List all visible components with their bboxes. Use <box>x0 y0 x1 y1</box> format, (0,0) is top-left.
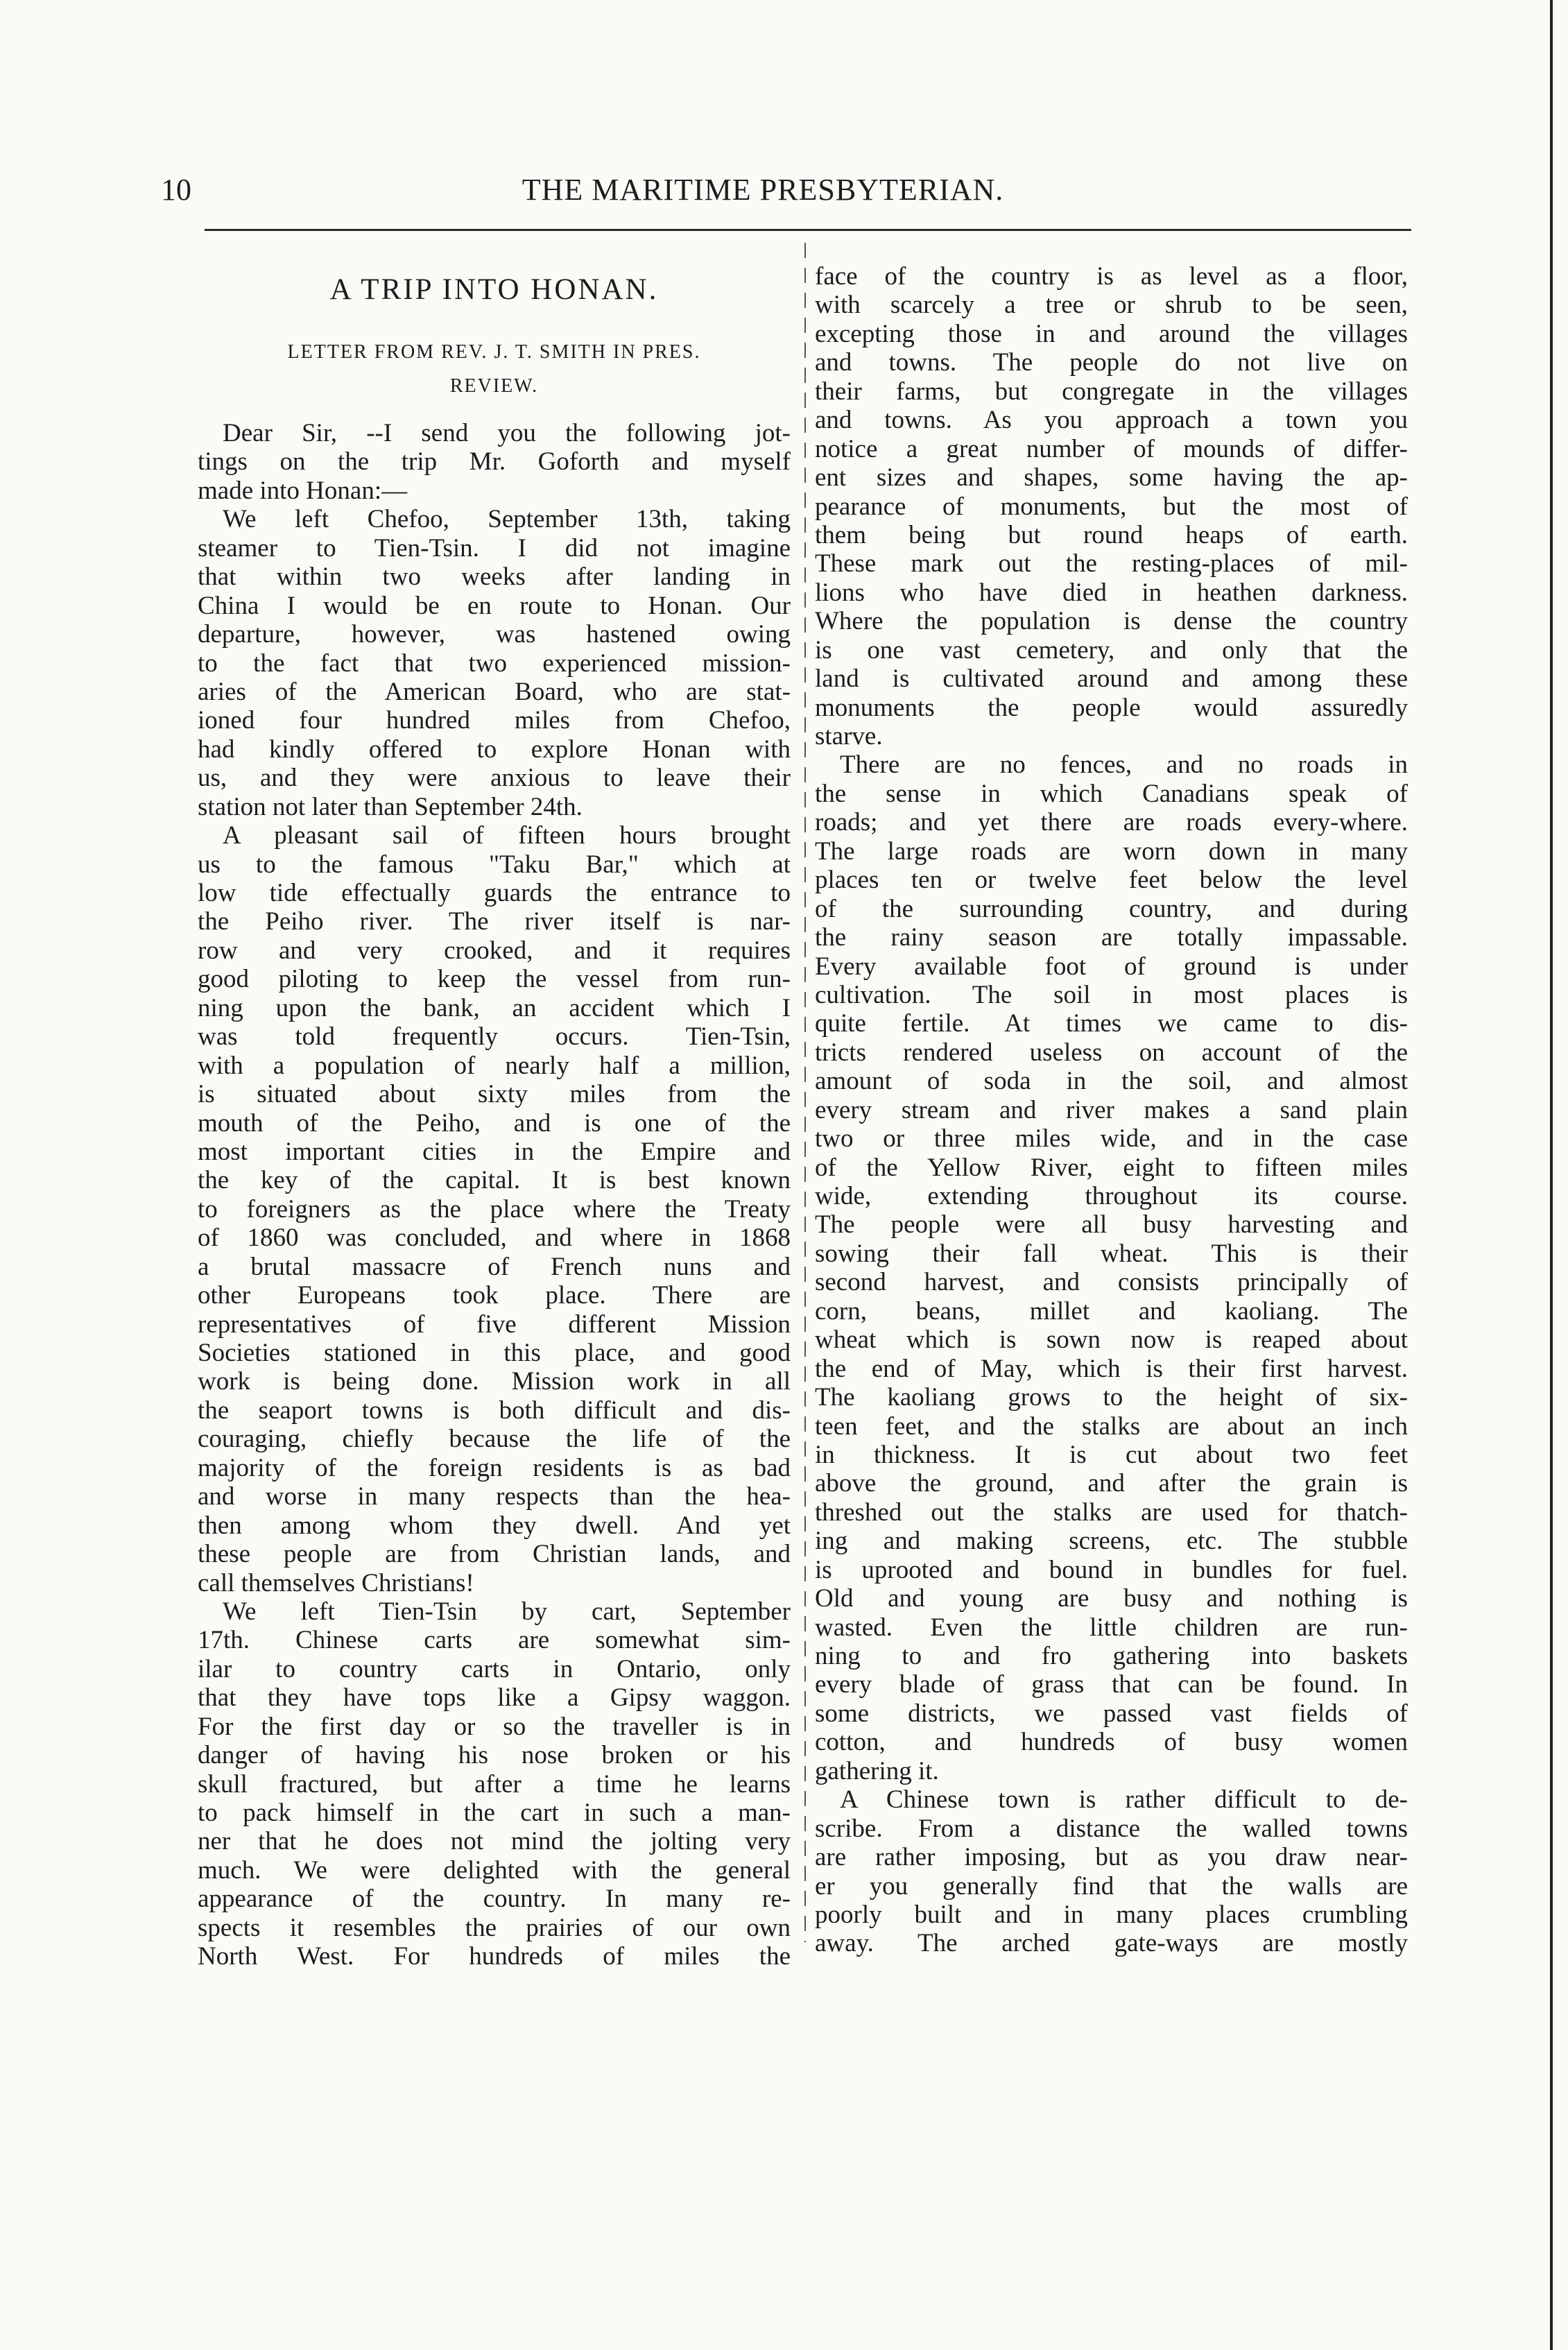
text-line: places ten or twelve feet below the level <box>815 866 1408 895</box>
text-line: These mark out the resting-places of mil- <box>815 549 1408 578</box>
text-line: good piloting to keep the vessel from run- <box>198 965 791 994</box>
text-line: low tide effectually guards the entrance to <box>198 879 791 907</box>
text-line: threshed out the stalks are used for thatch- <box>815 1498 1408 1527</box>
text-line: er you generally find that the walls are <box>815 1871 1408 1901</box>
header-rule <box>205 229 1411 231</box>
text-line: to pack himself in the cart in such a man- <box>198 1799 791 1827</box>
text-line: two or three miles wide, and in the case <box>815 1124 1408 1153</box>
text-line: work is being done. Mission work in all <box>198 1367 791 1396</box>
text-line: are rather imposing, but as you draw near- <box>815 1843 1408 1872</box>
article-title: A TRIP INTO HONAN. <box>329 273 659 306</box>
binding-edge <box>1550 0 1553 2350</box>
text-line: and towns. The people do not live on <box>815 348 1408 377</box>
text-line: gathering it. <box>815 1756 939 1785</box>
text-line: station not later than September 24th. <box>198 792 583 821</box>
text-line: pearance of monuments, but the most of <box>815 492 1408 521</box>
text-line: and worse in many respects than the hea- <box>198 1482 791 1511</box>
text-line: their farms, but congregate in the villages <box>815 377 1408 406</box>
article-subtitle-line: REVIEW. <box>449 375 539 397</box>
text-line: ent sizes and shapes, some having the ap- <box>815 463 1408 492</box>
text-line: cultivation. The soil in most places is <box>815 980 1408 1009</box>
text-line: We left Tien-Tsin by cart, September <box>223 1597 791 1626</box>
text-line: away. The arched gate-ways are mostly <box>815 1929 1408 1958</box>
text-line: then among whom they dwell. And yet <box>198 1511 791 1540</box>
text-line: amount of soda in the soil, and almost <box>815 1067 1408 1096</box>
text-line: these people are from Christian lands, and <box>198 1540 791 1569</box>
text-line: face of the country is as level as a floor, <box>815 262 1408 291</box>
text-line: 17th. Chinese carts are somewhat sim- <box>198 1626 791 1655</box>
text-line: corn, beans, millet and kaoliang. The <box>815 1296 1408 1326</box>
text-line: departure, however, was hastened owing <box>198 620 791 649</box>
text-line: that they have tops like a Gipsy waggon. <box>198 1683 791 1713</box>
text-line: in thickness. It is cut about two feet <box>815 1440 1408 1469</box>
text-line: them being but round heaps of earth. <box>815 520 1408 549</box>
text-line: Where the population is dense the country <box>815 607 1408 636</box>
text-line: second harvest, and consists principally of <box>815 1268 1408 1297</box>
text-line: notice a great number of mounds of differ- <box>815 434 1408 463</box>
text-line: the end of May, which is their first harvest. <box>815 1354 1408 1383</box>
article-subtitle-line: LETTER FROM REV. J. T. SMITH IN PRES. <box>287 341 701 363</box>
text-line: every stream and river makes a sand plain <box>815 1095 1408 1124</box>
text-line: tricts rendered useless on account of the <box>815 1038 1408 1067</box>
text-line: Old and young are busy and nothing is <box>815 1584 1408 1613</box>
text-line: representatives of five different Mission <box>198 1310 791 1339</box>
text-line: of the surrounding country, and during <box>815 894 1408 923</box>
text-line: the rainy season are totally impassable. <box>815 923 1408 952</box>
text-line: the key of the capital. It is best known <box>198 1166 791 1195</box>
text-line: with scarcely a tree or shrub to be seen, <box>815 291 1408 320</box>
text-line: wasted. Even the little children are run- <box>815 1613 1408 1642</box>
text-line: land is cultivated around and among these <box>815 664 1408 694</box>
text-line: poorly built and in many places crumbling <box>815 1900 1408 1929</box>
text-line: cotton, and hundreds of busy women <box>815 1728 1408 1757</box>
text-line: ing and making screens, etc. The stubble <box>815 1527 1408 1556</box>
text-line: us, and they were anxious to leave their <box>198 764 791 793</box>
text-line: The people were all busy harvesting and <box>815 1210 1408 1240</box>
text-line: is uprooted and bound in bundles for fuel. <box>815 1555 1408 1584</box>
text-line: Dear Sir, --I send you the following jot- <box>223 419 791 447</box>
text-line: to foreigners as the place where the Treaty <box>198 1194 791 1224</box>
text-line: of 1860 was concluded, and where in 1868 <box>198 1224 791 1253</box>
text-line: A Chinese town is rather difficult to de- <box>840 1785 1408 1815</box>
text-line: us to the famous "Taku Bar," which at <box>198 850 791 879</box>
text-line: had kindly offered to explore Honan with <box>198 735 791 764</box>
text-line: roads; and yet there are roads every-where. <box>815 808 1408 837</box>
page-number: 10 <box>161 173 191 207</box>
text-line: appearance of the country. In many re- <box>198 1885 791 1914</box>
text-line: There are no fences, and no roads in <box>840 751 1408 780</box>
text-line: ilar to country carts in Ontario, only <box>198 1654 791 1683</box>
text-line: The large roads are worn down in many <box>815 837 1408 866</box>
text-line: that within two weeks after landing in <box>198 563 791 592</box>
text-line: spects it resembles the prairies of our own <box>198 1913 791 1942</box>
text-line: monuments the people would assuredly <box>815 693 1408 722</box>
text-line: a brutal massacre of French nuns and <box>198 1252 791 1281</box>
text-line: Every available foot of ground is under <box>815 952 1408 981</box>
running-head: THE MARITIME PRESBYTERIAN. <box>522 173 1004 207</box>
text-line: wide, extending throughout its course. <box>815 1182 1408 1210</box>
text-line: ning to and fro gathering into baskets <box>815 1642 1408 1670</box>
text-line: most important cities in the Empire and <box>198 1137 791 1166</box>
text-line: above the ground, and after the grain is <box>815 1469 1408 1498</box>
text-line: North West. For hundreds of miles the <box>198 1942 791 1971</box>
column-divider <box>804 243 806 1942</box>
text-line: For the first day or so the traveller is in <box>198 1712 791 1741</box>
text-line: starve. <box>815 722 883 751</box>
text-line: call themselves Christians! <box>198 1568 474 1597</box>
text-line: couraging, chiefly because the life of the <box>198 1425 791 1454</box>
left-column <box>198 262 791 1971</box>
text-line: teen feet, and the stalks are about an inch <box>815 1412 1408 1441</box>
text-line: tings on the trip Mr. Goforth and myself <box>198 447 791 477</box>
text-line: much. We were delighted with the general <box>198 1855 791 1885</box>
text-line: majority of the foreign residents is as bad <box>198 1453 791 1482</box>
text-line: the Peiho river. The river itself is nar- <box>198 907 791 936</box>
text-line: skull fractured, but after a time he learns <box>198 1769 791 1799</box>
text-line: sowing their fall wheat. This is their <box>815 1239 1408 1268</box>
text-line: The kaoliang grows to the height of six- <box>815 1383 1408 1412</box>
text-line: was told frequently occurs. Tien-Tsin, <box>198 1022 791 1052</box>
text-line: every blade of grass that can be found. In <box>815 1670 1408 1699</box>
text-line: China I would be en route to Honan. Our <box>198 591 791 620</box>
text-line: excepting those in and around the villages <box>815 319 1408 348</box>
text-line: A pleasant sail of fifteen hours brought <box>223 821 791 850</box>
text-line: We left Chefoo, September 13th, taking <box>223 505 791 534</box>
text-line: wheat which is sown now is reaped about <box>815 1326 1408 1355</box>
text-line: ner that he does not mind the jolting very <box>198 1827 791 1856</box>
text-line: scribe. From a distance the walled towns <box>815 1814 1408 1843</box>
text-line: row and very crooked, and it requires <box>198 936 791 965</box>
text-line: and towns. As you approach a town you <box>815 406 1408 435</box>
text-line: other Europeans took place. There are <box>198 1281 791 1310</box>
text-line: some districts, we passed vast fields of <box>815 1699 1408 1728</box>
text-line: lions who have died in heathen darkness. <box>815 578 1408 607</box>
text-line: steamer to Tien-Tsin. I did not imagine <box>198 533 791 563</box>
text-line: danger of having his nose broken or his <box>198 1741 791 1770</box>
text-line: the sense in which Canadians speak of <box>815 779 1408 808</box>
text-line: Societies stationed in this place, and good <box>198 1339 791 1367</box>
text-line: made into Honan:— <box>198 476 408 505</box>
text-line: aries of the American Board, who are stat- <box>198 677 791 706</box>
text-line: of the Yellow River, eight to fifteen miles <box>815 1153 1408 1182</box>
text-line: is one vast cemetery, and only that the <box>815 635 1408 664</box>
text-line: is situated about sixty miles from the <box>198 1080 791 1109</box>
right-column <box>815 262 1408 1958</box>
text-line: mouth of the Peiho, and is one of the <box>198 1108 791 1138</box>
text-line: quite fertile. At times we came to dis- <box>815 1009 1408 1038</box>
text-line: the seaport towns is both difficult and dis- <box>198 1396 791 1425</box>
text-line: to the fact that two experienced mission- <box>198 649 791 678</box>
text-line: ioned four hundred miles from Chefoo, <box>198 706 791 735</box>
text-line: with a population of nearly half a million, <box>198 1051 791 1080</box>
text-line: ning upon the bank, an accident which I <box>198 993 791 1022</box>
